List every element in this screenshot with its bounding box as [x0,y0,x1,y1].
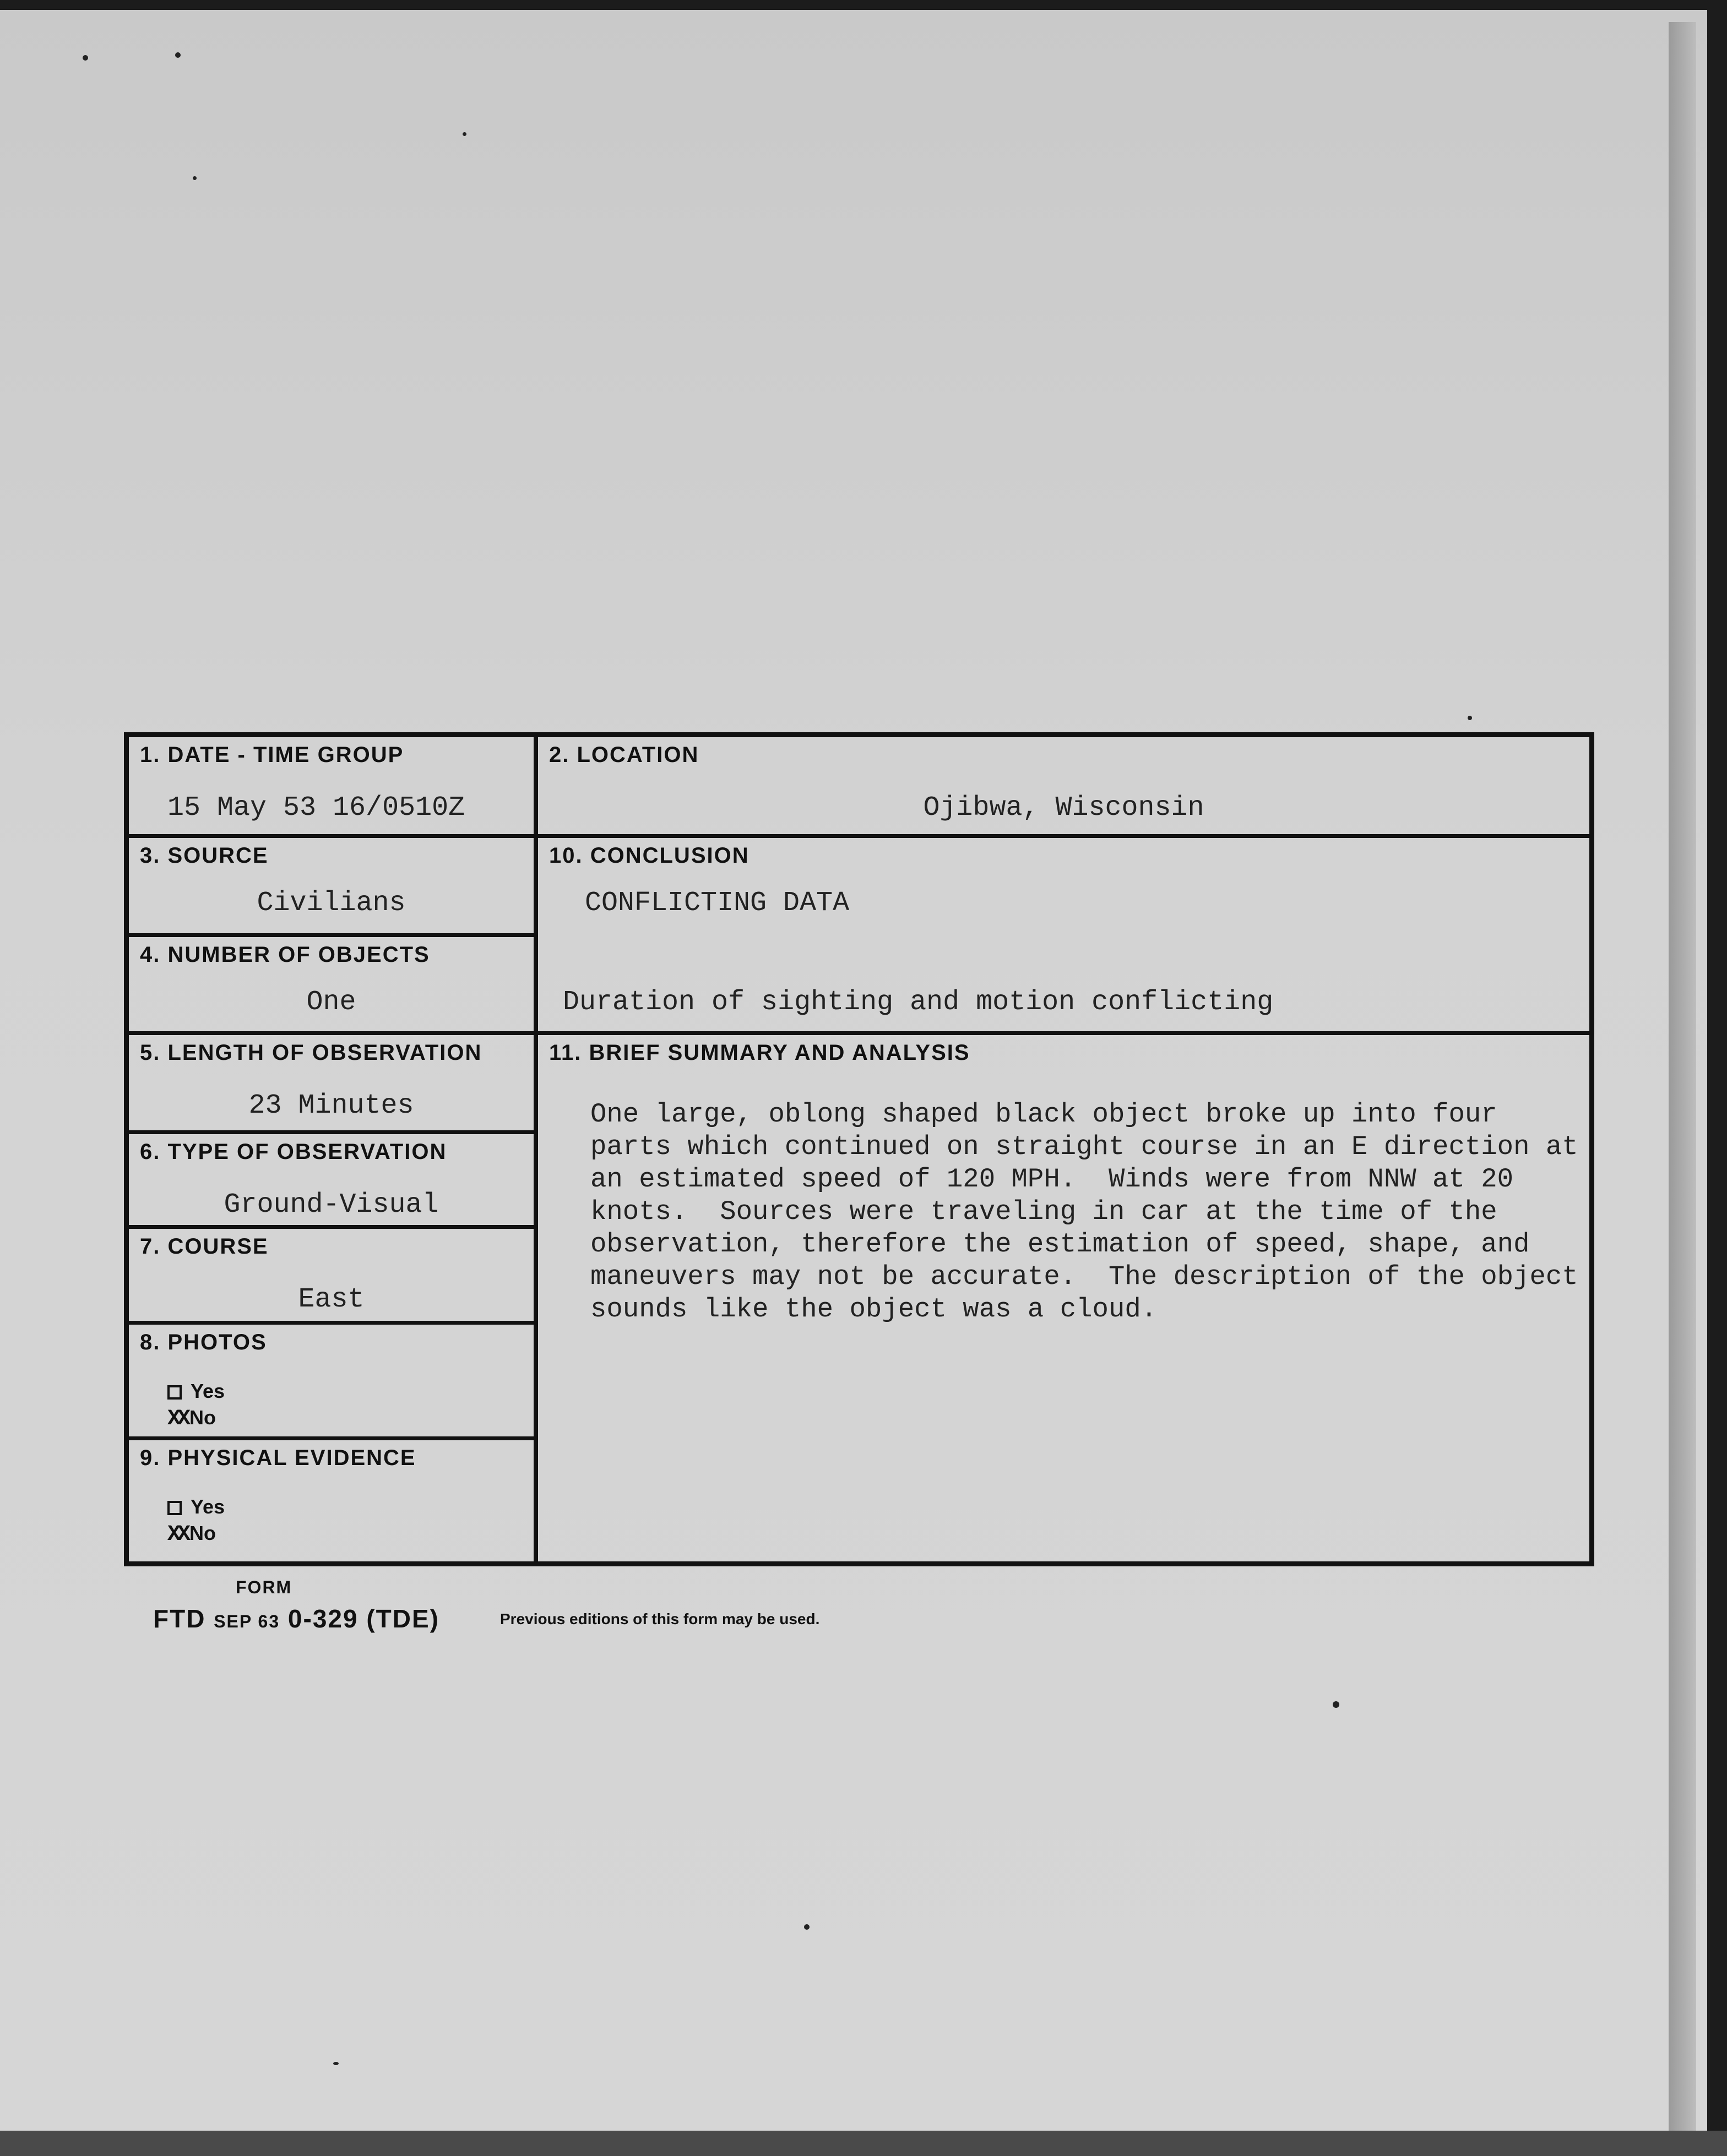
scan-speck [804,1924,810,1930]
date-time-group-value: 15 May 53 16/0510Z [167,792,465,824]
physical-evidence-no-label: No [189,1522,216,1544]
physical-evidence-no-option[interactable] [167,1522,216,1547]
source-value: Civilians [257,888,406,919]
conclusion-note: Duration of sighting and motion conflicting [563,987,1274,1018]
location-cell [538,737,1589,838]
checkbox-icon[interactable] [167,1501,182,1515]
physical-evidence-cell [129,1440,534,1561]
checked-x-mark[interactable]: XX [167,1406,188,1431]
type-of-observation-cell [129,1134,534,1229]
course-cell [129,1229,534,1325]
summary-label: 11. BRIEF SUMMARY AND ANALYSIS [549,1041,970,1065]
location-value: Ojibwa, Wisconsin [923,792,1204,824]
physical-evidence-label: 9. PHYSICAL EVIDENCE [140,1446,416,1470]
photos-yes-label: Yes [191,1380,225,1402]
form-identifier [153,1604,439,1634]
number-of-objects-label: 4. NUMBER OF OBJECTS [140,943,430,967]
conclusion-cell [538,838,1589,1035]
conclusion-label: 10. CONCLUSION [549,843,750,868]
form-date: SEP 63 [214,1611,280,1631]
scan-speck [1468,716,1472,720]
report-form [124,732,1594,1566]
physical-evidence-yes-option[interactable] [167,1495,225,1518]
photos-yes-option[interactable] [167,1380,225,1403]
scan-speck [1333,1701,1339,1708]
type-of-observation-label: 6. TYPE OF OBSERVATION [140,1140,447,1164]
photos-label: 8. PHOTOS [140,1330,267,1354]
physical-evidence-yes-label: Yes [191,1495,225,1518]
location-label: 2. LOCATION [549,743,699,767]
number-of-objects-cell [129,937,534,1035]
scan-speck [193,176,197,180]
number-of-objects-value: One [306,987,356,1018]
length-of-observation-cell [129,1035,534,1134]
form-word: FORM [236,1577,292,1597]
summary-cell [538,1035,1589,1561]
scan-speck [333,2062,339,2065]
source-label: 3. SOURCE [140,843,269,868]
scan-speck [83,55,88,61]
form-agency: FTD [153,1604,206,1633]
course-value: East [298,1284,365,1315]
summary-text: One large, oblong shaped black object broke up into four parts which continued on straight course in an E direction at an estimated speed of 120 MPH. Winds were from NNW at 20 knots. Sources were traveling in car at the time of the observation, therefore the estimation of speed, shape, and maneuvers may not be accurate. The description of the object sounds like the object was a cloud. [590,1099,1578,1325]
page-edge-shadow [1669,22,1696,2136]
photos-no-option[interactable] [167,1406,216,1431]
scan-speck [463,132,466,136]
date-time-group-label: 1. DATE - TIME GROUP [140,743,404,767]
course-label: 7. COURSE [140,1234,269,1259]
type-of-observation-value: Ground-Visual [224,1189,439,1221]
length-of-observation-value: 23 Minutes [248,1090,414,1121]
previous-editions-note: Previous editions of this form may be used. [500,1610,820,1627]
scan-speck [175,52,181,58]
scan-bottom-edge [0,2131,1727,2156]
checkbox-icon[interactable] [167,1385,182,1400]
photos-no-label: No [189,1406,216,1429]
checked-x-mark[interactable]: XX [167,1522,188,1547]
photos-cell [129,1325,534,1440]
conclusion-value: CONFLICTING DATA [585,888,850,919]
length-of-observation-label: 5. LENGTH OF OBSERVATION [140,1041,482,1065]
date-time-group-cell [129,737,534,838]
form-number: 0-329 (TDE) [287,1604,439,1633]
source-cell [129,838,534,937]
form-divider [534,737,538,1561]
